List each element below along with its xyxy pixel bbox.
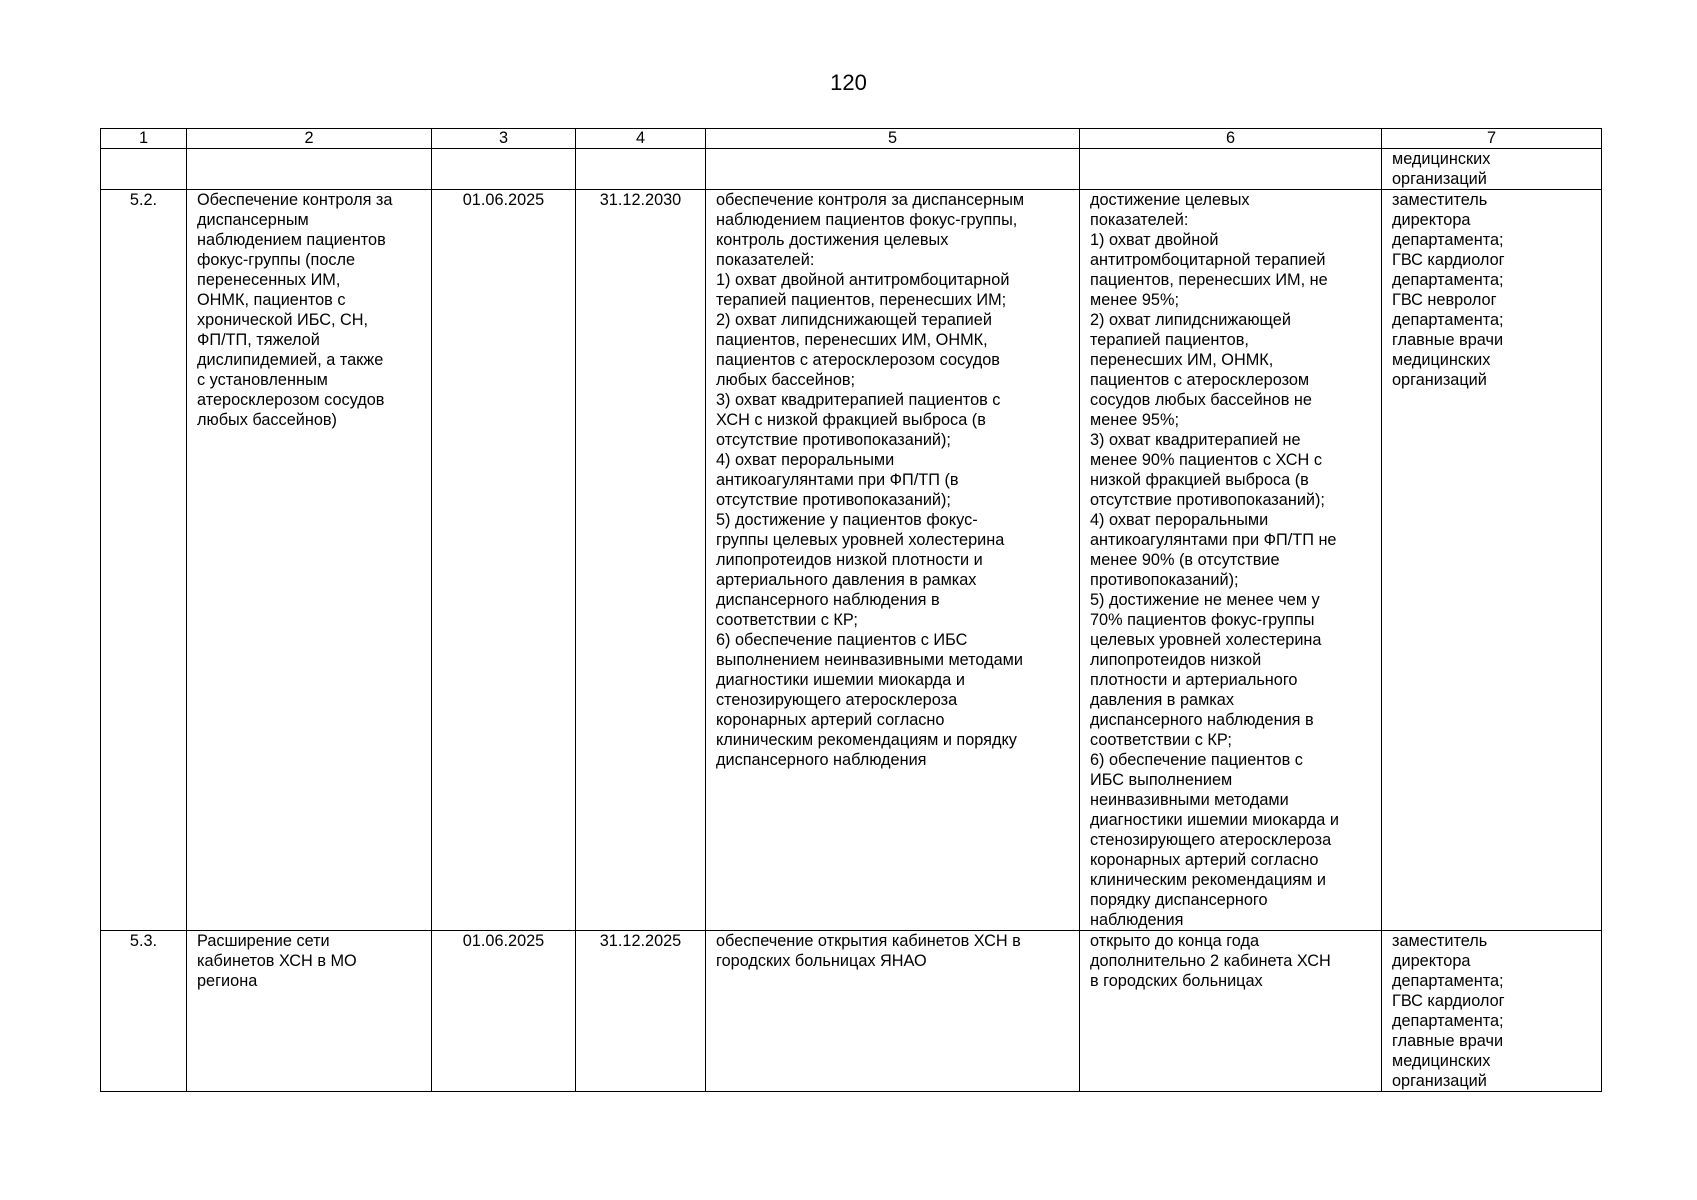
text-line: терапией пациентов, xyxy=(1090,331,1249,349)
text-line: клиническим рекомендациям и порядку xyxy=(716,731,1017,749)
responsible-cell xyxy=(1382,190,1602,931)
text-line: 3) охват квадритерапией не xyxy=(1090,431,1301,449)
text-line: департамента; xyxy=(1392,231,1504,249)
text-line: 4) охват пероральными xyxy=(1090,511,1269,529)
cell-empty xyxy=(1080,149,1382,190)
text-line: антитромбоцитарной терапией xyxy=(1090,251,1326,269)
text-line: ФП/ТП, тяжелой xyxy=(197,331,320,349)
table-row xyxy=(101,931,1602,1092)
text-line: организаций xyxy=(1392,170,1487,188)
text-line: перенесших ИМ, ОНМК, xyxy=(1090,351,1274,369)
text-line: дополнительно 2 кабинета ХСН xyxy=(1090,952,1331,970)
text-line: диспансерного наблюдения в xyxy=(716,591,940,609)
text-line: медицинских xyxy=(1392,351,1491,369)
start-date: 01.06.2025 xyxy=(432,931,576,1092)
text-line: главные врачи xyxy=(1392,331,1504,349)
text-line: отсутствие противопоказаний); xyxy=(1090,491,1325,509)
text-line: департамента; xyxy=(1392,972,1504,990)
text-line: давления в рамках xyxy=(1090,691,1234,709)
text-line: департамента; xyxy=(1392,311,1504,329)
text-line: любых бассейнов) xyxy=(197,411,337,429)
text-line: соответствии с КР; xyxy=(716,611,858,629)
text-line: медицинских xyxy=(1392,1052,1491,1070)
text-line: пациентов с атеросклерозом сосудов xyxy=(716,351,1000,369)
text-line: в городских больницах xyxy=(1090,972,1263,990)
text-line: 70% пациентов фокус-группы xyxy=(1090,611,1315,629)
text-line: 5) достижение не менее чем у xyxy=(1090,591,1320,609)
text-line: достижение целевых xyxy=(1090,191,1250,209)
text-line: 6) обеспечение пациентов с ИБС xyxy=(716,631,968,649)
cell-empty xyxy=(187,149,432,190)
text-line: Обеспечение контроля за xyxy=(197,191,393,209)
text-line: пациентов, перенесших ИМ, не xyxy=(1090,271,1328,289)
column-number-1: 1 xyxy=(101,129,187,149)
text-line: коронарных артерий согласно xyxy=(716,711,945,729)
text-line: 2) охват липидснижающей терапией xyxy=(716,311,992,329)
text-line: противопоказаний); xyxy=(1090,571,1239,589)
text-line: артериального давления в рамках xyxy=(716,571,977,589)
text-line: менее 90% пациентов с ХСН с xyxy=(1090,451,1322,469)
text-line: ИБС выполнением xyxy=(1090,771,1233,789)
text-line: региона xyxy=(197,972,258,990)
result-cell xyxy=(706,931,1080,1092)
column-number-6: 6 xyxy=(1080,129,1382,149)
text-line: липопротеидов низкой xyxy=(1090,651,1262,669)
text-line: менее 95%; xyxy=(1090,411,1179,429)
text-line: дислипидемией, а также xyxy=(197,351,384,369)
text-line: ХСН с низкой фракцией выброса (в xyxy=(716,411,986,429)
text-line: клиническим рекомендациям и xyxy=(1090,871,1326,889)
text-line: показателей: xyxy=(1090,211,1189,229)
text-line: стенозирующего атеросклероза xyxy=(1090,831,1332,849)
result-cell xyxy=(706,190,1080,931)
text-line: 3) охват квадритерапией пациентов с xyxy=(716,391,1001,409)
text-line: организаций xyxy=(1392,1072,1487,1090)
text-line: 2) охват липидснижающей xyxy=(1090,311,1291,329)
text-line: диспансерного наблюдения xyxy=(716,751,927,769)
text-line: департамента; xyxy=(1392,271,1504,289)
text-line: пациентов с атеросклерозом xyxy=(1090,371,1310,389)
text-line: хронической ИБС, СН, xyxy=(197,311,369,329)
responsible-cell xyxy=(1382,931,1602,1092)
text-line: заместитель xyxy=(1392,932,1488,950)
text-line: отсутствие противопоказаний); xyxy=(716,491,951,509)
text-line: перенесенных ИМ, xyxy=(197,271,341,289)
text-line: 1) охват двойной антитромбоцитарной xyxy=(716,271,1010,289)
text-line: показателей: xyxy=(716,251,815,269)
continuation-row xyxy=(101,149,1602,190)
text-line: 5) достижение у пациентов фокус- xyxy=(716,511,978,529)
text-line: неинвазивными методами xyxy=(1090,791,1289,809)
indicator-cell xyxy=(1080,190,1382,931)
text-line: заместитель xyxy=(1392,191,1488,209)
text-line: диспансерного наблюдения в xyxy=(1090,711,1314,729)
text-line: целевых уровней холестерина xyxy=(1090,631,1322,649)
text-line: выполнением неинвазивными методами xyxy=(716,651,1023,669)
cell-empty xyxy=(101,149,187,190)
text-line: пациентов, перенесших ИМ, ОНМК, xyxy=(716,331,988,349)
activity-name-cell xyxy=(187,931,432,1092)
text-line: наблюдением пациентов фокус-группы, xyxy=(716,211,1018,229)
text-line: коронарных артерий согласно xyxy=(1090,851,1319,869)
text-line: с установленным xyxy=(197,371,328,389)
indicator-cell xyxy=(1080,931,1382,1092)
text-line: открыто до конца года xyxy=(1090,932,1260,950)
text-line: контроль достижения целевых xyxy=(716,231,949,249)
text-line: главные врачи xyxy=(1392,1032,1504,1050)
plan-table xyxy=(100,128,1602,1092)
text-line: городских больницах ЯНАО xyxy=(716,952,927,970)
text-line: фокус-группы (после xyxy=(197,251,356,269)
text-line: антикоагулянтами при ФП/ТП (в xyxy=(716,471,959,489)
text-line: 4) охват пероральными xyxy=(716,451,895,469)
start-date: 01.06.2025 xyxy=(432,190,576,931)
text-line: порядку диспансерного xyxy=(1090,891,1268,909)
text-line: ГВС кардиолог xyxy=(1392,992,1505,1010)
column-number-3: 3 xyxy=(432,129,576,149)
item-number: 5.3. xyxy=(101,931,187,1092)
column-number-2: 2 xyxy=(187,129,432,149)
item-number: 5.2. xyxy=(101,190,187,931)
cell-empty xyxy=(432,149,576,190)
text-line: 1) охват двойной xyxy=(1090,231,1219,249)
text-line: диспансерным xyxy=(197,211,309,229)
text-line: диагностики ишемии миокарда и xyxy=(1090,811,1339,829)
responsible-cell xyxy=(1382,149,1602,190)
text-line: медицинских xyxy=(1392,150,1491,168)
cell-empty xyxy=(576,149,706,190)
text-line: 6) обеспечение пациентов с xyxy=(1090,751,1303,769)
text-line: обеспечение контроля за диспансерным xyxy=(716,191,1025,209)
text-line: антикоагулянтами при ФП/ТП не xyxy=(1090,531,1337,549)
end-date: 31.12.2030 xyxy=(576,190,706,931)
text-line: плотности и артериального xyxy=(1090,671,1298,689)
table-row xyxy=(101,190,1602,931)
text-line: отсутствие противопоказаний); xyxy=(716,431,951,449)
page-number: 120 xyxy=(830,70,867,95)
text-line: Расширение сети xyxy=(197,932,330,950)
text-line: менее 95%; xyxy=(1090,291,1179,309)
text-line: низкой фракцией выброса (в xyxy=(1090,471,1309,489)
text-line: стенозирующего атеросклероза xyxy=(716,691,958,709)
text-line: менее 90% (в отсутствие xyxy=(1090,551,1280,569)
text-line: директора xyxy=(1392,952,1471,970)
text-line: обеспечение открытия кабинетов ХСН в xyxy=(716,932,1021,950)
text-line: ГВС кардиолог xyxy=(1392,251,1505,269)
text-line: наблюдением пациентов xyxy=(197,231,386,249)
cell-empty xyxy=(706,149,1080,190)
activity-name-cell xyxy=(187,190,432,931)
text-line: липопротеидов низкой плотности и xyxy=(716,551,983,569)
text-line: организаций xyxy=(1392,371,1487,389)
column-number-row xyxy=(101,129,1602,149)
text-line: соответствии с КР; xyxy=(1090,731,1232,749)
text-line: любых бассейнов; xyxy=(716,371,856,389)
column-number-5: 5 xyxy=(706,129,1080,149)
text-line: диагностики ишемии миокарда и xyxy=(716,671,965,689)
text-line: группы целевых уровней холестерина xyxy=(716,531,1005,549)
text-line: директора xyxy=(1392,211,1471,229)
column-number-4: 4 xyxy=(576,129,706,149)
text-line: кабинетов ХСН в МО xyxy=(197,952,357,970)
text-line: наблюдения xyxy=(1090,911,1184,929)
text-line: департамента; xyxy=(1392,1012,1504,1030)
text-line: ОНМК, пациентов с xyxy=(197,291,346,309)
text-line: ГВС невролог xyxy=(1392,291,1497,309)
text-line: терапией пациентов, перенесших ИМ; xyxy=(716,291,1007,309)
text-line: атеросклерозом сосудов xyxy=(197,391,385,409)
end-date: 31.12.2025 xyxy=(576,931,706,1092)
text-line: сосудов любых бассейнов не xyxy=(1090,391,1312,409)
column-number-7: 7 xyxy=(1382,129,1602,149)
